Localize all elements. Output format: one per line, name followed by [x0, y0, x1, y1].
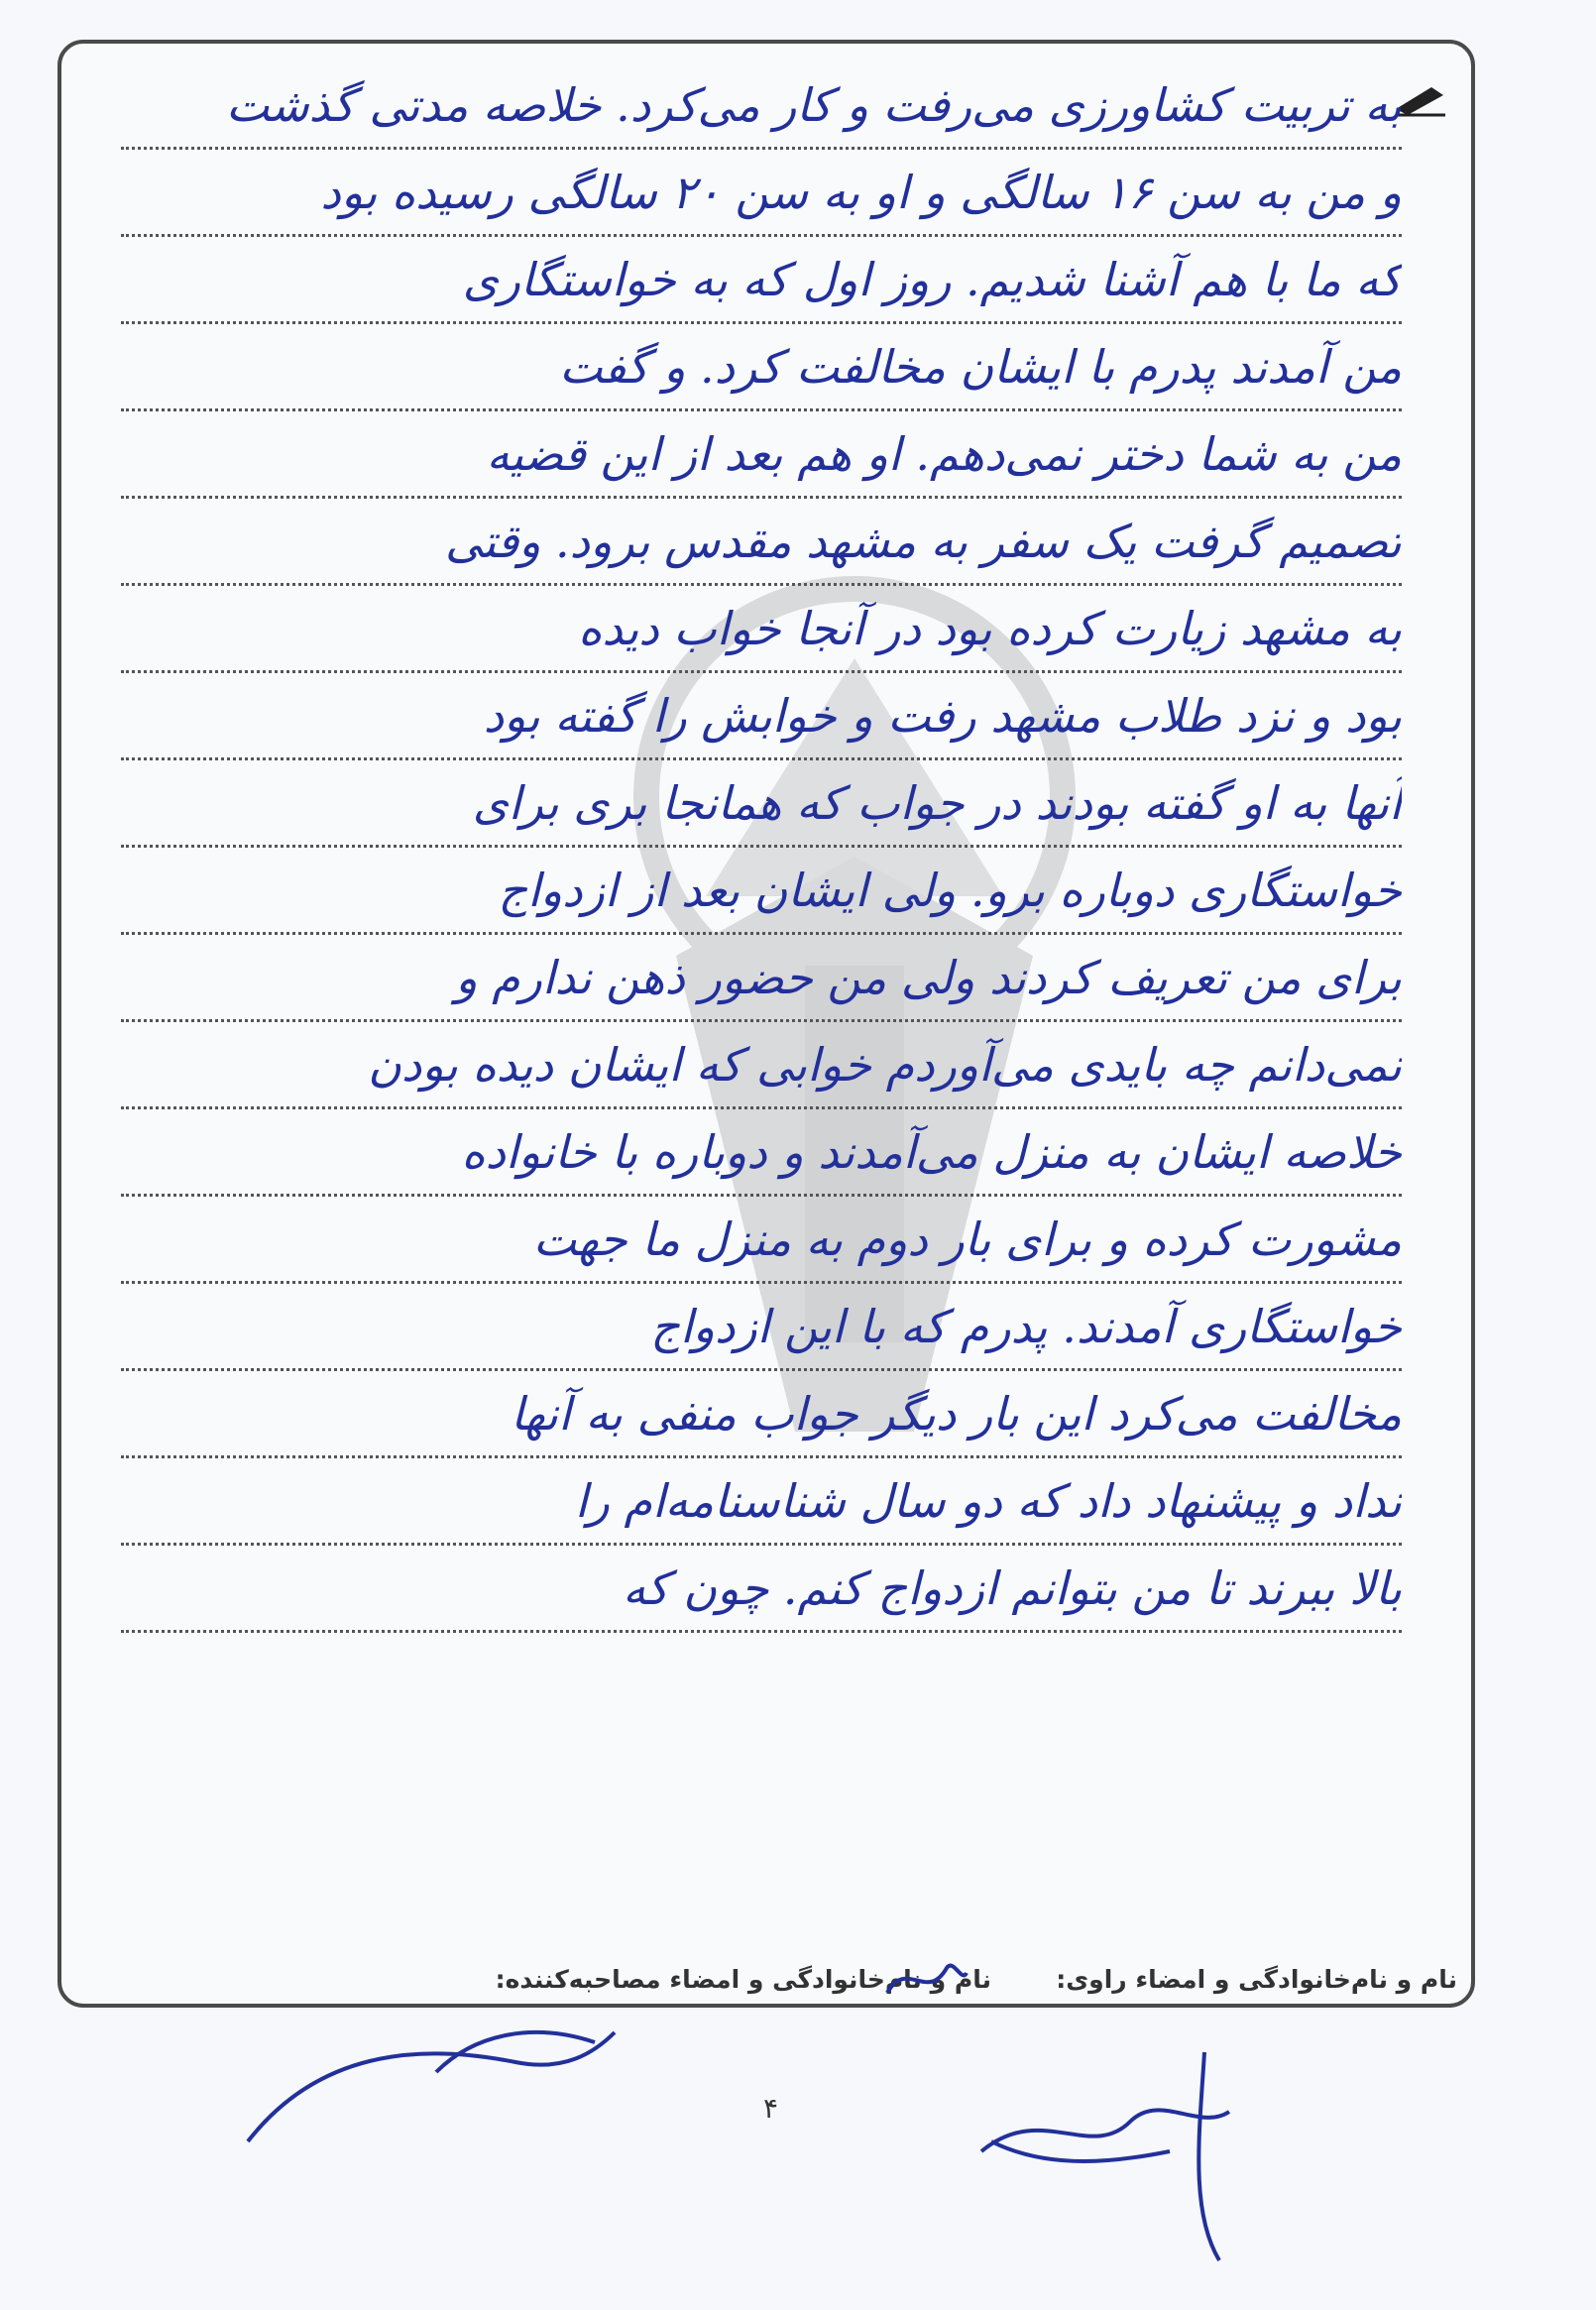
text-line: به تربیت کشاورزی می‌رفت و کار می‌کرد. خلاصه مدتی گذشت — [121, 75, 1402, 150]
text-line: نمی‌دانم چه بایدی می‌آوردم خوابی که ایشان دیده بودن — [121, 1035, 1402, 1109]
signature — [971, 2042, 1299, 2270]
text-line: خلاصه ایشان به منزل می‌آمدند و دوباره با خانواده — [121, 1122, 1402, 1197]
text-line: به مشهد زیارت کرده بود در آنجا خواب دیده — [121, 599, 1402, 673]
text-line: بود و نزد طلاب مشهد رفت و خوابش را گفته بود — [121, 686, 1402, 760]
page-frame — [57, 40, 1475, 2008]
text-line: من آمدند پدرم با ایشان مخالفت کرد. و گفت — [121, 337, 1402, 411]
text-line: برای من تعریف کردند ولی من حضور ذهن ندارم و — [121, 948, 1402, 1022]
page-number: ۴ — [763, 2092, 779, 2125]
text-line: مشورت کرده و برای بار دوم به منزل ما جهت — [121, 1210, 1402, 1284]
text-line: بالا ببرند تا من بتوانم ازدواج کنم. چون که — [121, 1559, 1402, 1633]
text-line: آنها به او گفته بودند در جواب که همانجا بری برای — [121, 773, 1402, 848]
text-line: تصمیم گرفت یک سفر به مشهد مقدس برود. وقتی — [121, 512, 1402, 586]
signature — [238, 2013, 625, 2161]
text-line: خواستگاری آمدند. پدرم که با این ازدواج — [121, 1297, 1402, 1371]
text-line: خواستگاری دوباره برو. ولی ایشان بعد از ازدواج — [121, 861, 1402, 935]
text-line: نداد و پیشنهاد داد که دو سال شناسنامه‌ام را — [121, 1471, 1402, 1546]
text-line: مخالفت می‌کرد این بار دیگر جواب منفی به آنها — [121, 1384, 1402, 1458]
text-line: من به شما دختر نمی‌دهم. او هم بعد از این قضیه — [121, 424, 1402, 499]
signature — [882, 1943, 971, 2013]
text-line: و من به سن ۱۶ سالگی و او به سن ۲۰ سالگی رسیده بود — [121, 163, 1402, 237]
narrator-label: نام و نام‌خانوادگی و امضاء راوی: — [1056, 1965, 1457, 1994]
interviewer-label: نام و نام‌خانوادگی و امضاء مصاحبه‌کننده: — [495, 1965, 991, 1994]
text-line: که ما با هم آشنا شدیم. روز اول که به خواستگاری — [121, 250, 1402, 324]
